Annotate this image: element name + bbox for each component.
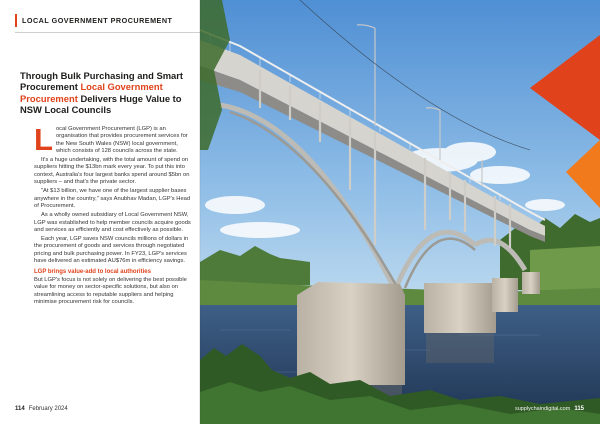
paragraph-6: But LGP's focus is not solely on delivering the best possible value for money on sector-specific solutions, but also on streamlining access to reputable suppliers and helping minimise procurement risk for councils. xyxy=(34,277,187,306)
paragraph-4: As a wholly owned subsidiary of Local Government NSW, LGP was established to help member councils acquire goods and services as efficiently and cost effectively as possible. xyxy=(34,212,191,233)
page-number-right: 115 xyxy=(574,406,584,412)
bridge-illustration xyxy=(200,0,600,424)
folio-right xyxy=(515,406,584,412)
subheading: LGP brings value-add to local authorities xyxy=(34,269,151,276)
section-tag: LOCAL GOVERNMENT PROCUREMENT xyxy=(15,14,200,27)
page-gutter xyxy=(199,0,201,424)
headline-part-2: Delivers Huge Value to NSW Local Councils xyxy=(20,92,182,116)
folio-left xyxy=(15,406,68,412)
section-divider xyxy=(15,32,200,33)
paragraph-3: "At $13 billion, we have one of the largest supplier bases anywhere in the country," says Anubhav Madan, LGP's Head of Procurement. xyxy=(34,188,191,209)
paragraph-2: It's a huge undertaking, with the total amount of spend on suppliers hitting the $13bn mark every year. To put this into context, Australia's four largest banks spend around $5bn on suppliers – and that's the private sector. xyxy=(34,157,190,186)
page-number-left: 114 xyxy=(15,406,25,412)
issue-date: February 2024 xyxy=(28,406,68,412)
website-url: supplychaindigital.com xyxy=(514,406,571,412)
article-body xyxy=(34,122,194,308)
drop-cap: L xyxy=(34,122,53,157)
article-headline xyxy=(20,70,192,116)
bridge-photo xyxy=(200,0,600,424)
left-page xyxy=(0,0,200,424)
paragraph-5: Each year, LGP saves NSW councils millions of dollars in the procurement of goods and services through negotiated pricing and bulk purchasing power. In FY23, LGP's services have delivered an estimated AU$76m in efficiency savings. xyxy=(34,236,189,265)
headline-part-1: Through Bulk Purchasing and Smart Procurement xyxy=(20,70,184,93)
paragraph-1: Local Government Procurement (LGP) is an organisation that provides procurement services for the New South Wales (NSW) local government, which consists of 128 councils across the state. xyxy=(34,122,188,157)
headline-accent: Local Government Procurement xyxy=(20,81,163,104)
